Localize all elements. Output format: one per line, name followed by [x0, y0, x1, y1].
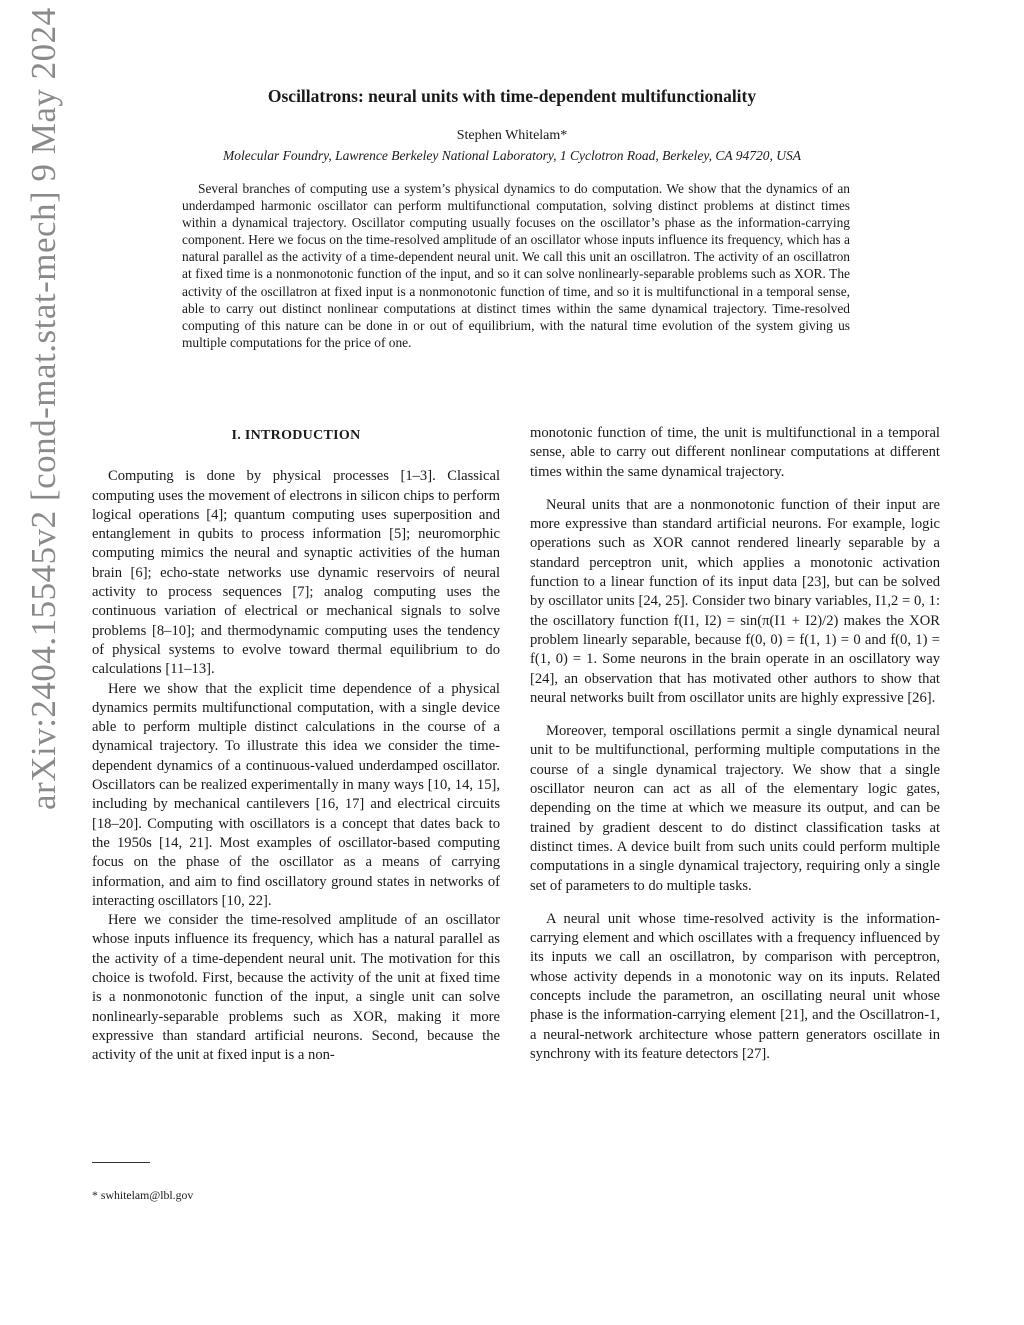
paper-title: Oscillatrons: neural units with time-dependent multifunctionality [267, 86, 757, 106]
section-heading: I. INTRODUCTION [231, 428, 361, 443]
paragraph: Neural units that are a nonmonotonic function of their input are more expressive than standard artificial neurons. For example, logic operations such as XOR cannot rendered linearly separable by a standard perceptron unit, which applies a monotonic activation function to a linear function of its input data [23], but can be solved by oscillator units [24, 25]. Consider two binary variables, I1,2 = 0, 1: the oscillatory function f(I1, I2) = sin(π(I1 + I2)/2) makes the XOR problem linearly separable, because f(0, 0) = f(1, 1) = 0 and f(0, 1) = f(1, 0) = 1. Some neurons in the brain operate in an oscillatory way [24], an observation that has motivated other authors to show that neural networks built from oscillator units are highly expressive [26]. [530, 496, 940, 706]
arxiv-identifier: arXiv:2404.15545v2 [cond-mat.stat-mech] 9 May 2024 [24, 7, 63, 810]
paragraph: Here we show that the explicit time dependence of a physical dynamics permits multifunctional computation, with a single device able to perform multiple distinct calculations in the course of a dynamical trajectory. To illustrate this idea we consider the time-dependent dynamics of a continuous-valued underdamped oscillator. Oscillators can be realized experimentally in many ways [10, 14, 15], including by mechanical cantilevers [16, 17] and electrical circuits [18–20]. Computing with oscillators is a concept that dates back to the 1950s [14, 21]. Most examples of oscillator-based computing focus on the phase of the oscillator as a means of carrying information, and aim to find oscillatory ground states in networks of interacting oscillators [10, 22]. [92, 680, 500, 909]
footnote-email: * swhitelam@lbl.gov [92, 1188, 194, 1202]
right-column [530, 424, 940, 1064]
left-column [92, 424, 500, 1066]
author-affiliation: Molecular Foundry, Lawrence Berkeley National Laboratory, 1 Cyclotron Road, Berkeley, CA 94720, USA [222, 148, 802, 163]
author-name: Stephen Whitelam* [456, 128, 568, 143]
paragraph: Computing is done by physical processes [1–3]. Classical computing uses the movement of electrons in silicon chips to perform logical operations [4]; quantum computing uses superposition and entanglement in qubits to process information [5]; neuromorphic computing mimics the neural and synaptic activities of the human brain [6]; echo-state networks use dynamic reservoirs of neural activity to process sequences [7]; analog computing uses the continuous variation of electrical or mechanical signals to solve problems [8–10]; and thermodynamic computing uses the tendency of physical systems to evolve toward thermal equilibrium to do calculations [11–13]. [92, 468, 500, 678]
abstract: Several branches of computing use a system’s physical dynamics to do computation. We show that the dynamics of an underdamped harmonic oscillator can perform multifunctional computation, solving distinct problems at distinct times within a dynamical trajectory. Oscillator computing usually focuses on the oscillator’s phase as the information-carrying component. Here we focus on the time-resolved amplitude of an oscillator whose inputs influence its frequency, which has a natural parallel as the activity of a time-dependent neural unit. We call this unit an oscillatron. The activity of an oscillatron at fixed time is a nonmonotonic function of the input, and so it can solve nonlinearly-separable problems such as XOR. The activity of the oscillatron at fixed input is a nonmonotonic function of time, and so it is multifunctional in a temporal sense, able to carry out distinct nonlinear computations at distinct times within the same dynamical trajectory. Time-resolved computing of this nature can be done in or out of equilibrium, with the natural time evolution of the system giving us multiple computations for the price of one. [182, 181, 850, 350]
paragraph: Here we consider the time-resolved amplitude of an oscillator whose inputs influence its frequency, which has a natural parallel as the activity of a time-dependent neural unit. The motivation for this choice is twofold. First, because the activity of the unit at fixed time is a nonmonotonic function of the input, a single unit can solve nonlinearly-separable problems such as XOR, making it more expressive than standard artificial neurons. Second, because the activity of the unit at fixed input is a non- [92, 912, 500, 1064]
footnote-divider [92, 1162, 150, 1163]
paragraph: A neural unit whose time-resolved activity is the information-carrying element and which oscillates with a frequency influenced by its inputs we call an oscillatron, by comparison with perceptron, whose activity depends in a monotonic way on its inputs. Related concepts include the parametron, an oscillating neural unit whose phase is the information-carrying element [21], and the Oscillatron-1, a neural-network architecture whose pattern generators oscillate in synchrony with its feature detectors [27]. [530, 910, 940, 1062]
paragraph: Moreover, temporal oscillations permit a single dynamical neural unit to be multifunctional, performing multiple computations in the course of a single dynamical trajectory. We show that a single oscillator neuron can act as all of the elementary logic gates, depending on the time at which we measure its output, and can be trained by gradient descent to do distinct classification tasks at distinct times. A device built from such units could perform multiple computations in a single dynamical trajectory, requiring only a single set of parameters to do multiple tasks. [530, 723, 940, 894]
paragraph: monotonic function of time, the unit is multifunctional in a temporal sense, able to carry out different nonlinear computations at different times within the same dynamical trajectory. [530, 425, 940, 480]
